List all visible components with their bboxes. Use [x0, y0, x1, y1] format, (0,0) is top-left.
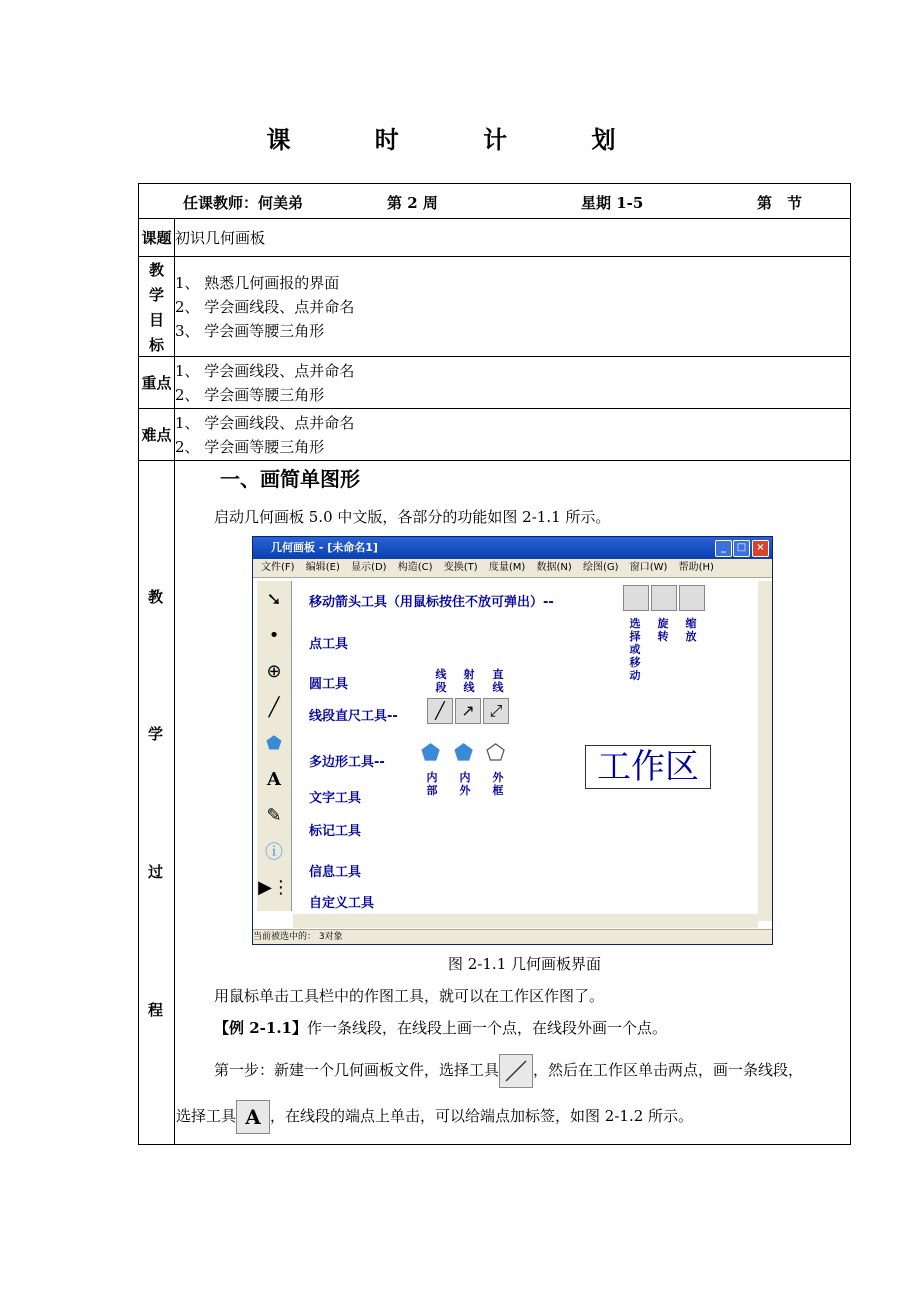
difficulty-list	[175, 409, 851, 461]
intro-text: 启动几何画板 5.0 中文版，各部分的功能如图 2-1.1 所示。	[214, 508, 611, 526]
key-label: 重点	[139, 357, 175, 409]
step1-line2: 选择工具 A ，在线段的端点上单击，可以给端点加标签，如图 2-1.2 所示。	[176, 1100, 846, 1134]
window-titlebar	[253, 537, 772, 559]
select-move-caption: 选 择 或 移 动	[629, 617, 641, 682]
maximize-icon[interactable]: □	[733, 540, 750, 557]
point-tool-icon[interactable]: •	[268, 624, 280, 646]
window-title: 几何画板 - [未命名1]	[271, 541, 378, 554]
example-text: 作一条线段，在线段上画一个点，在线段外画一个点。	[306, 1019, 667, 1037]
goal-item: 3、 学会画等腰三角形	[175, 322, 325, 340]
week: 第 2 周	[387, 194, 438, 212]
marker-tool-icon[interactable]: ✎	[266, 804, 282, 826]
goals-list	[175, 257, 851, 357]
menu-graph[interactable]: 绘图(G)	[582, 562, 619, 573]
info-tool-icon[interactable]: ⓘ	[265, 842, 283, 863]
text-tool-icon[interactable]: A	[267, 768, 281, 790]
section-heading: 一、画简单图形	[220, 467, 360, 491]
polygon-tool-label: 多边形工具--	[309, 755, 385, 770]
key-item: 1、 学会画线段、点并命名	[175, 362, 355, 380]
segment-icon[interactable]: ╱	[427, 698, 453, 724]
menu-display[interactable]: 显示(D)	[351, 562, 387, 573]
menu-bar	[253, 559, 772, 578]
key-list	[175, 357, 851, 409]
example-line	[214, 1017, 667, 1038]
difficulty-item: 2、 学会画等腰三角形	[175, 438, 325, 456]
topic-label: 课题	[139, 219, 175, 257]
workspace-label[interactable]: 工作区	[585, 745, 711, 789]
segment-tool-icon[interactable]: ╱	[268, 696, 280, 718]
goals-label: 教 学 目 标	[139, 257, 175, 357]
circle-tool-label: 圆工具	[309, 677, 349, 692]
key-item: 2、 学会画等腰三角形	[175, 386, 325, 404]
polygon-interior-icon[interactable]: ⬟	[421, 741, 441, 766]
goal-item: 1、 熟悉几何画报的界面	[175, 274, 340, 292]
interior-edges-caption: 内 外	[459, 771, 471, 797]
menu-measure[interactable]: 度量(M)	[488, 562, 526, 573]
segment-tool-label: 线段直尺工具--	[309, 709, 398, 724]
example-tag: 【例 2-1.1】	[214, 1019, 307, 1037]
menu-edit[interactable]: 编辑(E)	[305, 562, 340, 573]
difficulty-label: 难点	[139, 409, 175, 461]
vertical-scrollbar[interactable]	[758, 581, 772, 921]
polygon-edges-icon[interactable]: ⬠	[486, 741, 506, 766]
polygon-tool-icon[interactable]: ⬟	[266, 732, 282, 754]
arrow-tool-icon[interactable]: ➘	[266, 588, 282, 610]
menu-file[interactable]: 文件(F)	[261, 562, 295, 573]
rotate-caption: 旋 转	[657, 617, 669, 643]
section: 第 节	[757, 194, 803, 212]
dilate-caption: 缩 放	[685, 617, 697, 643]
circle-tool-icon[interactable]: ⊕	[266, 660, 282, 682]
select-arrow-icon[interactable]	[623, 585, 649, 611]
figure-caption: 图 2-1.1 几何画板界面	[448, 955, 602, 973]
toolbox	[257, 581, 292, 911]
polygon-interior-edges-icon[interactable]: ⬟	[454, 741, 474, 766]
ray-caption: 射 线	[463, 668, 475, 694]
rotate-arrow-icon[interactable]	[651, 585, 677, 611]
minimize-icon[interactable]: _	[715, 540, 732, 557]
page-title: 课 时 计 划	[266, 125, 654, 154]
teacher: 任课教师：何美弟	[183, 194, 304, 212]
difficulty-item: 1、 学会画线段、点并命名	[175, 414, 355, 432]
ray-icon[interactable]: ↗	[455, 698, 481, 724]
status-bar: 当前被选中的： 3对象	[253, 929, 772, 944]
menu-data[interactable]: 数据(N)	[536, 562, 572, 573]
edges-caption: 外 框	[492, 771, 504, 797]
arrow-tool-label: 移动箭头工具（用鼠标按住不放可弹出）--	[309, 595, 554, 610]
menu-transform[interactable]: 变换(T)	[443, 562, 478, 573]
menu-window[interactable]: 窗口(W)	[629, 562, 668, 573]
line-caption: 直 线	[492, 668, 504, 694]
weekday: 星期 1-5	[581, 194, 644, 212]
sketchpad-window	[252, 536, 773, 945]
custom-tool-label: 自定义工具	[309, 896, 375, 911]
marker-tool-label: 标记工具	[309, 824, 362, 839]
horizontal-scrollbar[interactable]	[293, 914, 758, 928]
custom-tool-icon[interactable]: ▶⋮	[258, 876, 290, 898]
line-icon[interactable]: ⤢	[483, 698, 509, 724]
text-tool-inline-icon: A	[236, 1100, 270, 1134]
header-row	[139, 184, 851, 219]
process-label: 教 学 过 程	[139, 461, 175, 1145]
paragraph-1: 用鼠标单击工具栏中的作图工具，就可以在工作区作图了。	[214, 987, 605, 1005]
menu-construct[interactable]: 构造(C)	[397, 562, 433, 573]
step1-line1: 第一步：新建一个几何画板文件，选择工具 ，然后在工作区单击两点，画一条线段，	[214, 1054, 844, 1088]
info-tool-label: 信息工具	[309, 865, 362, 880]
menu-help[interactable]: 帮助(H)	[678, 562, 714, 573]
close-icon[interactable]: ×	[752, 540, 769, 557]
goal-item: 2、 学会画线段、点并命名	[175, 298, 355, 316]
text-tool-label: 文字工具	[309, 791, 362, 806]
segment-caption: 线 段	[435, 668, 447, 694]
topic-value: 初识几何画板	[175, 219, 851, 257]
interior-caption: 内 部	[426, 771, 438, 797]
point-tool-label: 点工具	[309, 637, 349, 652]
dilate-arrow-icon[interactable]	[679, 585, 705, 611]
segment-tool-inline-icon	[499, 1054, 533, 1088]
